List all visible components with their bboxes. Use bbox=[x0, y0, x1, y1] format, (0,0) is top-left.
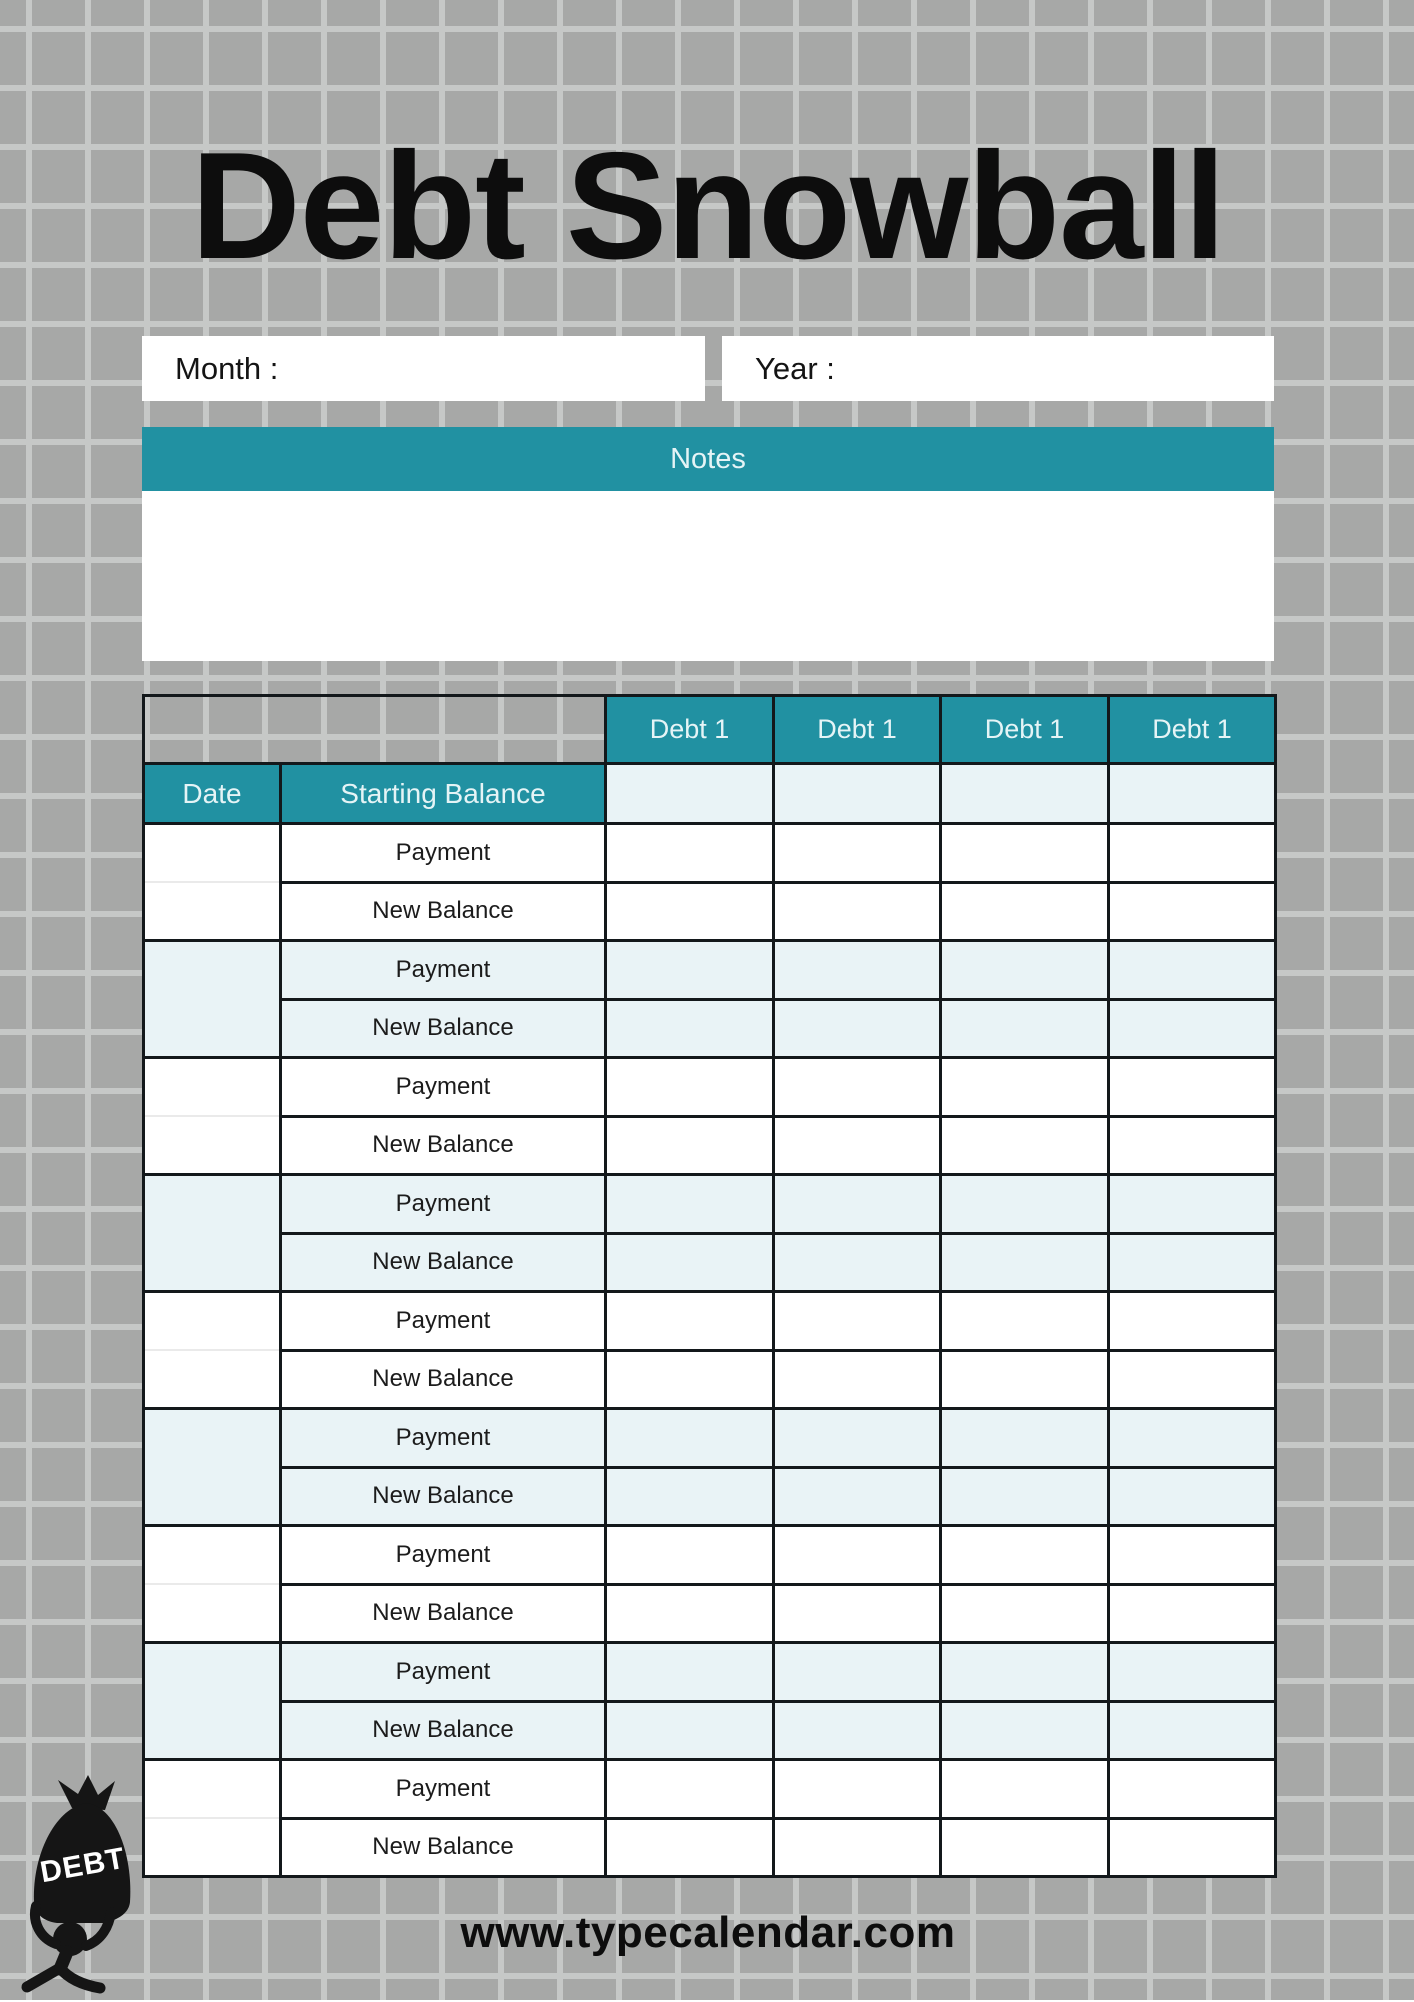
new-balance-entry-cell[interactable] bbox=[606, 882, 774, 941]
payment-row bbox=[144, 1526, 1276, 1585]
new-balance-entry-cell[interactable] bbox=[606, 1584, 774, 1643]
date-entry-cell[interactable] bbox=[144, 1292, 281, 1409]
new-balance-label: New Balance bbox=[281, 1350, 606, 1409]
date-entry-cell[interactable] bbox=[144, 1643, 281, 1760]
payment-entry-cell[interactable] bbox=[606, 1175, 774, 1234]
table-corner-spacer bbox=[144, 696, 606, 764]
figure-right-leg bbox=[60, 1968, 100, 1988]
payment-label: Payment bbox=[281, 824, 606, 883]
new-balance-entry-cell[interactable] bbox=[774, 999, 941, 1058]
payment-entry-cell[interactable] bbox=[941, 1643, 1109, 1702]
payment-row bbox=[144, 1409, 1276, 1468]
payment-label: Payment bbox=[281, 1292, 606, 1351]
payment-label: Payment bbox=[281, 1643, 606, 1702]
new-balance-label: New Balance bbox=[281, 1584, 606, 1643]
starting-balance-entry-cell[interactable] bbox=[941, 764, 1109, 824]
new-balance-entry-cell[interactable] bbox=[606, 1233, 774, 1292]
debt-column-header-1: Debt 1 bbox=[606, 696, 774, 764]
payment-entry-cell[interactable] bbox=[606, 941, 774, 1000]
month-field[interactable] bbox=[142, 336, 705, 401]
new-balance-entry-cell[interactable] bbox=[941, 1350, 1109, 1409]
date-entry-cell[interactable] bbox=[144, 1175, 281, 1292]
payment-entry-cell[interactable] bbox=[606, 1526, 774, 1585]
new-balance-entry-cell[interactable] bbox=[1109, 999, 1276, 1058]
new-balance-entry-cell[interactable] bbox=[606, 999, 774, 1058]
debt-icon bbox=[12, 1772, 162, 2002]
debt-column-header-4: Debt 1 bbox=[1109, 696, 1276, 764]
payment-row bbox=[144, 824, 1276, 883]
payment-entry-cell[interactable] bbox=[774, 1058, 941, 1117]
payment-entry-cell[interactable] bbox=[774, 941, 941, 1000]
payment-entry-cell[interactable] bbox=[606, 1409, 774, 1468]
date-entry-cell[interactable] bbox=[144, 824, 281, 941]
payment-entry-cell[interactable] bbox=[1109, 1409, 1276, 1468]
new-balance-entry-cell[interactable] bbox=[941, 1818, 1109, 1877]
payment-entry-cell[interactable] bbox=[1109, 1058, 1276, 1117]
notes-header bbox=[142, 427, 1274, 491]
payment-entry-cell[interactable] bbox=[1109, 941, 1276, 1000]
new-balance-entry-cell[interactable] bbox=[941, 882, 1109, 941]
starting-balance-entry-cell[interactable] bbox=[606, 764, 774, 824]
payment-entry-cell[interactable] bbox=[774, 1292, 941, 1351]
payment-label: Payment bbox=[281, 941, 606, 1000]
snowball-table-body bbox=[144, 696, 1276, 1877]
starting-balance-row bbox=[144, 764, 1276, 824]
new-balance-entry-cell[interactable] bbox=[774, 882, 941, 941]
date-column-header: Date bbox=[144, 764, 281, 824]
payment-entry-cell[interactable] bbox=[941, 941, 1109, 1000]
new-balance-entry-cell[interactable] bbox=[1109, 1701, 1276, 1760]
new-balance-entry-cell[interactable] bbox=[941, 1584, 1109, 1643]
new-balance-row bbox=[144, 1584, 1276, 1643]
year-label: Year : bbox=[755, 350, 835, 386]
payment-entry-cell[interactable] bbox=[774, 1760, 941, 1819]
payment-row bbox=[144, 1643, 1276, 1702]
debt-column-header-3: Debt 1 bbox=[941, 696, 1109, 764]
payment-row bbox=[144, 941, 1276, 1000]
debt-snowball-table bbox=[142, 694, 1277, 1878]
payment-entry-cell[interactable] bbox=[774, 1526, 941, 1585]
new-balance-row bbox=[144, 882, 1276, 941]
new-balance-row bbox=[144, 1701, 1276, 1760]
new-balance-entry-cell[interactable] bbox=[1109, 1818, 1276, 1877]
payment-entry-cell[interactable] bbox=[606, 1058, 774, 1117]
payment-label: Payment bbox=[281, 1409, 606, 1468]
payment-entry-cell[interactable] bbox=[606, 824, 774, 883]
new-balance-label: New Balance bbox=[281, 999, 606, 1058]
payment-entry-cell[interactable] bbox=[1109, 1643, 1276, 1702]
new-balance-row bbox=[144, 1818, 1276, 1877]
new-balance-row bbox=[144, 1116, 1276, 1175]
new-balance-entry-cell[interactable] bbox=[1109, 1350, 1276, 1409]
payment-entry-cell[interactable] bbox=[941, 1058, 1109, 1117]
payment-entry-cell[interactable] bbox=[941, 1292, 1109, 1351]
payment-entry-cell[interactable] bbox=[941, 1526, 1109, 1585]
payment-entry-cell[interactable] bbox=[1109, 1292, 1276, 1351]
page-title: Debt Snowball bbox=[190, 121, 1226, 291]
new-balance-entry-cell[interactable] bbox=[1109, 1467, 1276, 1526]
new-balance-entry-cell[interactable] bbox=[941, 1116, 1109, 1175]
payment-row bbox=[144, 1058, 1276, 1117]
new-balance-row bbox=[144, 1350, 1276, 1409]
payment-row bbox=[144, 1760, 1276, 1819]
new-balance-row bbox=[144, 1233, 1276, 1292]
payment-entry-cell[interactable] bbox=[606, 1643, 774, 1702]
new-balance-entry-cell[interactable] bbox=[774, 1116, 941, 1175]
new-balance-entry-cell[interactable] bbox=[774, 1350, 941, 1409]
payment-row bbox=[144, 1292, 1276, 1351]
starting-balance-entry-cell[interactable] bbox=[774, 764, 941, 824]
new-balance-entry-cell[interactable] bbox=[774, 1233, 941, 1292]
date-entry-cell[interactable] bbox=[144, 1058, 281, 1175]
new-balance-entry-cell[interactable] bbox=[941, 1701, 1109, 1760]
new-balance-entry-cell[interactable] bbox=[941, 1467, 1109, 1526]
payment-entry-cell[interactable] bbox=[774, 824, 941, 883]
starting-balance-entry-cell[interactable] bbox=[1109, 764, 1276, 824]
payment-label: Payment bbox=[281, 1175, 606, 1234]
payment-entry-cell[interactable] bbox=[774, 1643, 941, 1702]
date-entry-cell[interactable] bbox=[144, 1526, 281, 1643]
new-balance-entry-cell[interactable] bbox=[606, 1116, 774, 1175]
notes-header-label: Notes bbox=[670, 442, 746, 475]
new-balance-entry-cell[interactable] bbox=[1109, 1233, 1276, 1292]
new-balance-label: New Balance bbox=[281, 1701, 606, 1760]
payment-entry-cell[interactable] bbox=[606, 1292, 774, 1351]
footer-website-url: www.typecalendar.com bbox=[460, 1908, 956, 1957]
payment-entry-cell[interactable] bbox=[941, 1760, 1109, 1819]
payment-entry-cell[interactable] bbox=[774, 1175, 941, 1234]
date-entry-cell[interactable] bbox=[144, 1760, 281, 1877]
payment-entry-cell[interactable] bbox=[1109, 1760, 1276, 1819]
payment-entry-cell[interactable] bbox=[1109, 1175, 1276, 1234]
new-balance-entry-cell[interactable] bbox=[774, 1467, 941, 1526]
new-balance-label: New Balance bbox=[281, 1818, 606, 1877]
new-balance-row bbox=[144, 1467, 1276, 1526]
payment-row bbox=[144, 1175, 1276, 1234]
new-balance-entry-cell[interactable] bbox=[941, 1233, 1109, 1292]
debt-column-header-2: Debt 1 bbox=[774, 696, 941, 764]
debt-header-row bbox=[144, 696, 1276, 764]
new-balance-entry-cell[interactable] bbox=[774, 1584, 941, 1643]
payment-label: Payment bbox=[281, 1760, 606, 1819]
date-entry-cell[interactable] bbox=[144, 941, 281, 1058]
new-balance-label: New Balance bbox=[281, 1467, 606, 1526]
figure-left-leg bbox=[27, 1968, 60, 1987]
payment-entry-cell[interactable] bbox=[774, 1409, 941, 1468]
date-entry-cell[interactable] bbox=[144, 1409, 281, 1526]
new-balance-entry-cell[interactable] bbox=[774, 1701, 941, 1760]
new-balance-entry-cell[interactable] bbox=[606, 1350, 774, 1409]
new-balance-entry-cell[interactable] bbox=[1109, 1584, 1276, 1643]
new-balance-entry-cell[interactable] bbox=[606, 1467, 774, 1526]
new-balance-label: New Balance bbox=[281, 1116, 606, 1175]
month-label: Month : bbox=[175, 350, 279, 386]
payment-entry-cell[interactable] bbox=[941, 824, 1109, 883]
new-balance-row bbox=[144, 999, 1276, 1058]
new-balance-entry-cell[interactable] bbox=[774, 1818, 941, 1877]
payment-entry-cell[interactable] bbox=[941, 1409, 1109, 1468]
new-balance-label: New Balance bbox=[281, 1233, 606, 1292]
new-balance-entry-cell[interactable] bbox=[1109, 1116, 1276, 1175]
starting-balance-header: Starting Balance bbox=[281, 764, 606, 824]
payment-entry-cell[interactable] bbox=[941, 1175, 1109, 1234]
payment-label: Payment bbox=[281, 1058, 606, 1117]
payment-entry-cell[interactable] bbox=[606, 1760, 774, 1819]
payment-label: Payment bbox=[281, 1526, 606, 1585]
payment-entry-cell[interactable] bbox=[1109, 824, 1276, 883]
notes-input-area[interactable] bbox=[142, 491, 1274, 661]
new-balance-entry-cell[interactable] bbox=[606, 1701, 774, 1760]
new-balance-entry-cell[interactable] bbox=[1109, 882, 1276, 941]
new-balance-entry-cell[interactable] bbox=[941, 999, 1109, 1058]
year-field[interactable] bbox=[722, 336, 1274, 401]
new-balance-label: New Balance bbox=[281, 882, 606, 941]
payment-entry-cell[interactable] bbox=[1109, 1526, 1276, 1585]
money-bag-text: DEBT bbox=[37, 1841, 128, 1890]
new-balance-entry-cell[interactable] bbox=[606, 1818, 774, 1877]
